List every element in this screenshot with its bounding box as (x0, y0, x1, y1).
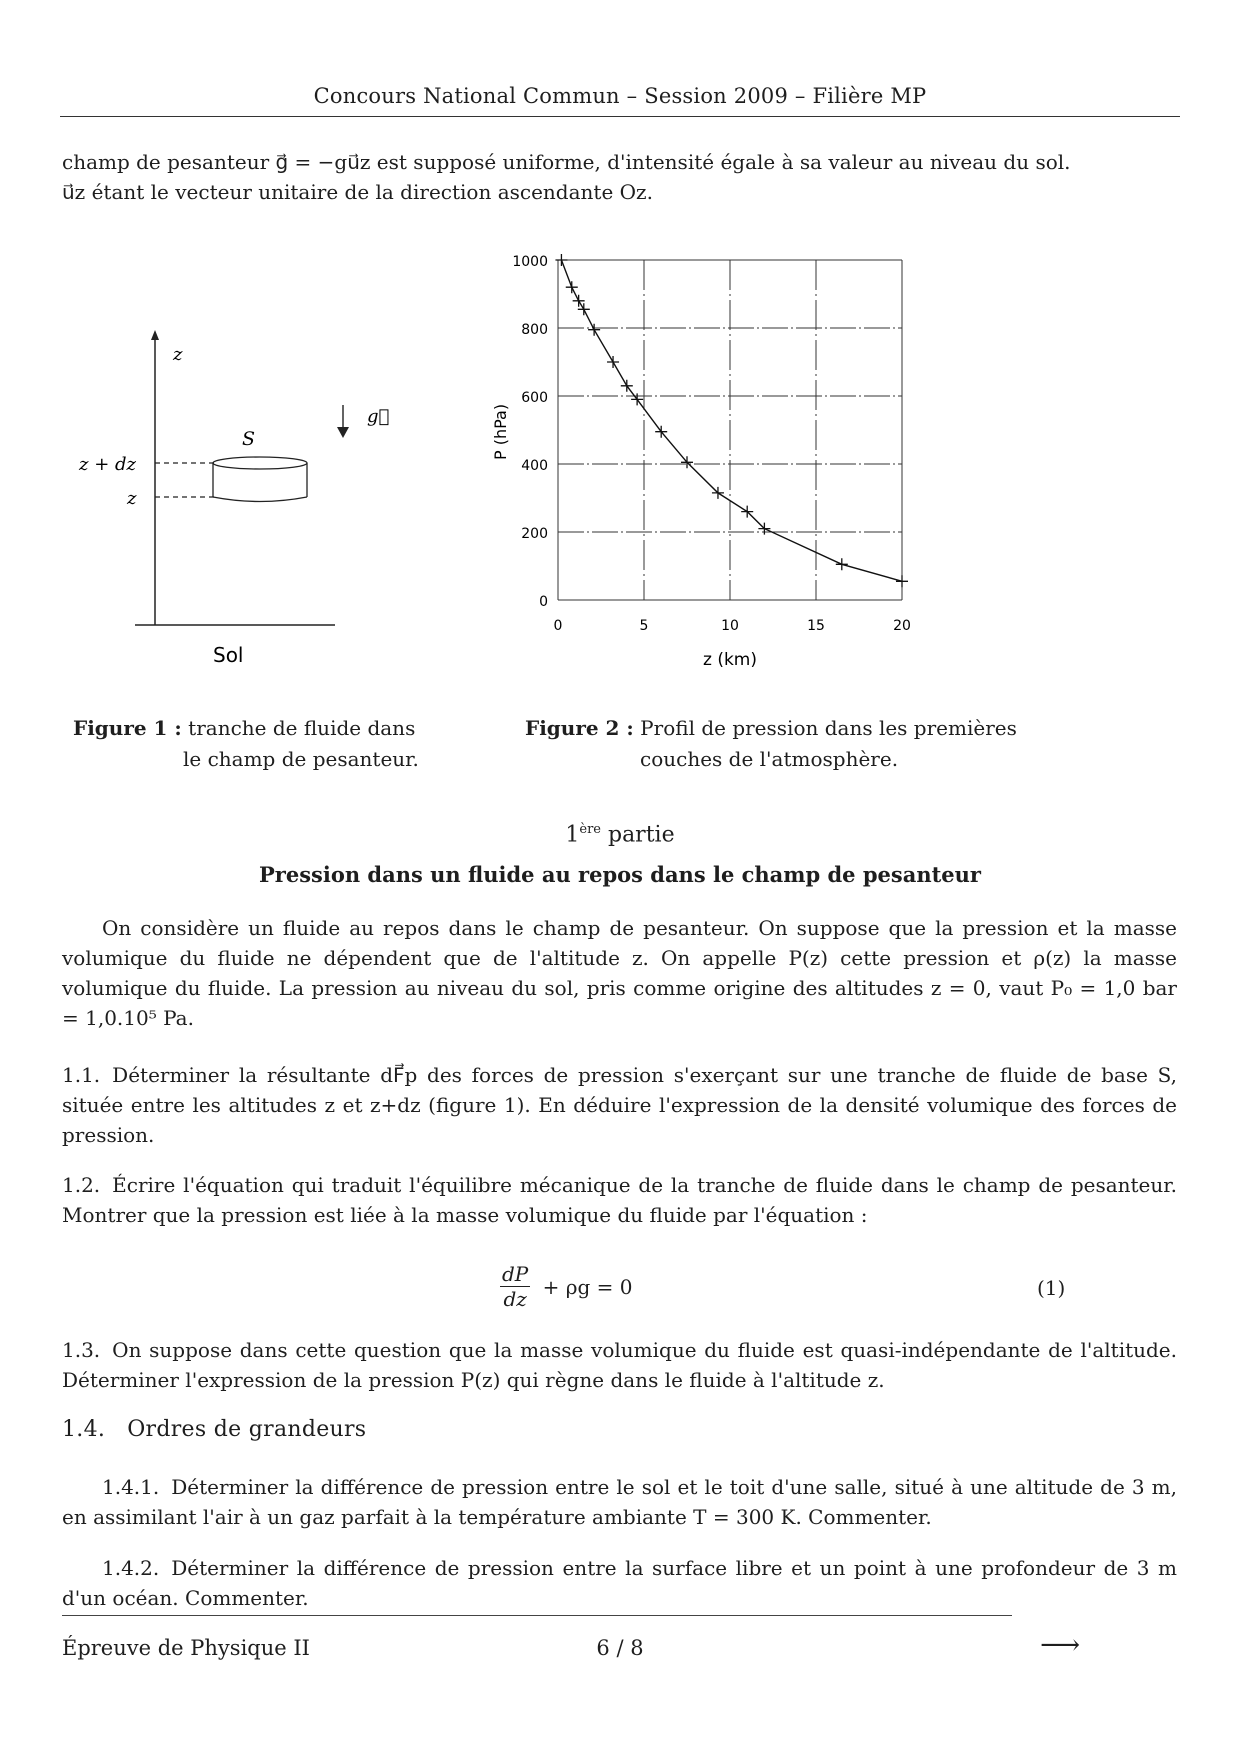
figure-1-caption-line1: tranche de fluide dans (188, 716, 416, 740)
figure-1-caption-title: Figure 1 : (73, 716, 182, 740)
header-rule (60, 116, 1180, 117)
subsection-1-4 (62, 1417, 366, 1442)
y-tick-label: 800 (521, 322, 548, 338)
part-sup: ère (579, 822, 601, 837)
question-text: Déterminer la résultante dF⃗p des forces de pression s'exerçant sur une tranche de fluide de base S, située entre les altitudes z et z+dz (figure 1). En déduire l'expression de la densité volumique des forces de pression. (62, 1063, 1177, 1147)
question-text: Écrire l'équation qui traduit l'équilibre mécanique de la tranche de fluide dans le champ de pesanteur. Montrer que la pression est liée à la masse volumique du fluide par l'équation : (62, 1173, 1177, 1227)
figure-2-caption-title: Figure 2 : (525, 716, 634, 740)
data-point (621, 380, 633, 392)
chart-xlabel: z (km) (703, 650, 757, 670)
question-1-1 (62, 1060, 1177, 1150)
question-number: 1.3. (62, 1338, 101, 1362)
section-title: Pression dans un fluide au repos dans le champ de pesanteur (259, 862, 981, 887)
y-tick-label: 400 (521, 458, 548, 474)
footer-exam-name: Épreuve de Physique II (62, 1636, 310, 1660)
question-number: 1.1. (62, 1063, 101, 1087)
label-sol: Sol (213, 643, 244, 667)
label-z: z (127, 488, 137, 509)
intro-line-2: u⃗z étant le vecteur unitaire de la direction ascendante Oz. (62, 180, 653, 204)
label-surface-S: S (242, 428, 256, 450)
intro-paragraph: On considère un fluide au repos dans le champ de pesanteur. On suppose que la pression et la masse volumique du fluide ne dépendent que de l'altitude z. On appelle P(z) cette pression et ρ(z) la masse volumique du fluide. La pression au niveau du sol, pris comme origine des altitudes z = 0, vaut P₀ = 1,0 bar = 1,0.10⁵ Pa. (62, 916, 1177, 1030)
y-tick-label: 200 (521, 526, 548, 542)
data-point (836, 558, 848, 570)
figure-1-caption (73, 713, 493, 775)
subsection-number: 1.4. (62, 1417, 106, 1442)
figure-2-caption-line1: Profil de pression dans les premières (640, 716, 1017, 740)
question-1-4-1 (62, 1472, 1177, 1532)
slice-top (213, 457, 307, 469)
y-tick-label: 1000 (512, 254, 548, 270)
data-point (896, 575, 908, 587)
label-z-dz: z + dz (79, 454, 137, 475)
equation-1 (500, 1262, 633, 1311)
z-axis-label: z (173, 344, 183, 365)
data-point (555, 254, 567, 266)
question-number: 1.2. (62, 1173, 101, 1197)
series-line (561, 260, 902, 581)
equation-number: (1) (1037, 1276, 1066, 1300)
footer-page-number: 6 / 8 (596, 1636, 644, 1660)
intro-line-1: champ de pesanteur g⃗ = −gu⃗z est supposé uniforme, d'intensité égale à sa valeur au niveau du sol. (62, 150, 1071, 174)
question-1-3 (62, 1335, 1177, 1395)
question-1-2 (62, 1170, 1177, 1230)
page-header: Concours National Commun – Session 2009 – Filière MP (313, 84, 927, 108)
x-tick-label: 20 (893, 618, 911, 634)
question-1-4-2 (62, 1553, 1177, 1613)
subsection-title: Ordres de grandeurs (127, 1417, 367, 1442)
eq-denominator: dz (503, 1287, 527, 1311)
y-tick-label: 0 (539, 594, 548, 610)
x-tick-label: 0 (553, 618, 563, 634)
eq-numerator: dP (502, 1262, 529, 1286)
figure-2-caption (525, 713, 1125, 775)
x-tick-label: 10 (721, 618, 739, 634)
data-point (573, 295, 585, 307)
question-text: Déterminer la différence de pression entre le sol et le toit d'une salle, situé à une altitude de 3 m, en assimilant l'air à un gaz parfait à la température ambiante T = 300 K. Commenter. (62, 1475, 1177, 1529)
chart-ylabel: P (hPa) (491, 403, 510, 460)
label-g: g⃗ (367, 406, 390, 427)
x-tick-label: 15 (807, 618, 825, 634)
figure-1-caption-line2: le champ de pesanteur. (183, 747, 419, 771)
question-number: 1.4.2. (102, 1556, 160, 1580)
part-heading (60, 822, 1180, 847)
figure-1-diagram (75, 330, 415, 670)
footer-rule (62, 1615, 1012, 1616)
question-text: On suppose dans cette question que la masse volumique du fluide est quasi-indépendante de l'altitude. Déterminer l'expression de la pression P(z) qui règne dans le fluide à l'altitude z. (62, 1338, 1177, 1392)
data-point (578, 303, 590, 315)
question-text: Déterminer la différence de pression entre la surface libre et un point à une profondeur de 3 m d'un océan. Commenter. (62, 1556, 1177, 1610)
x-tick-label: 5 (639, 618, 649, 634)
part-number: 1 (565, 822, 580, 848)
question-number: 1.4.1. (102, 1475, 160, 1499)
figure-2-chart (470, 240, 1050, 680)
next-page-arrow-icon: ⟶ (1040, 1628, 1081, 1661)
data-point (588, 324, 600, 336)
data-point (566, 281, 578, 293)
slice-bottom (213, 497, 307, 502)
data-point (631, 393, 643, 405)
intro-text (62, 147, 1177, 207)
z-axis-arrow (151, 330, 159, 340)
part-word: partie (607, 822, 675, 848)
y-tick-label: 600 (521, 390, 548, 406)
data-point (607, 356, 619, 368)
figure-2-caption-line2: couches de l'atmosphère. (640, 747, 899, 771)
eq-rest: + ρg = 0 (542, 1274, 633, 1299)
